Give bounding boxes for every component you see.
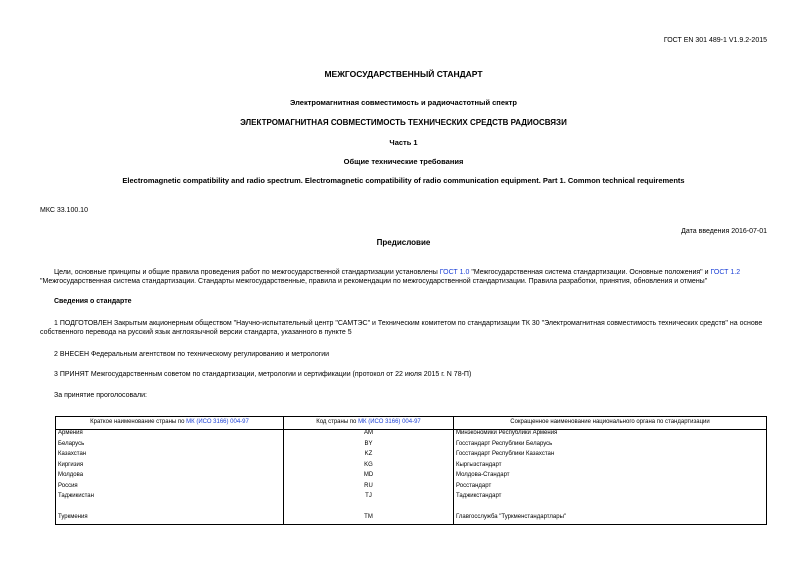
part-number: Часть 1 <box>389 138 418 147</box>
mk-iso-link[interactable]: МК (ИСО 3166) 004-97 <box>358 419 421 426</box>
code-cell: KG <box>284 462 454 473</box>
table-row <box>56 441 767 452</box>
body-cell: Росстандарт <box>454 483 767 494</box>
mk-iso-link[interactable]: МК (ИСО 3166) 004-97 <box>186 419 249 426</box>
table-header-row <box>56 417 767 430</box>
gost-1-2-link[interactable]: ГОСТ 1.2 <box>710 269 741 276</box>
code-cell: RU <box>284 483 454 494</box>
preface-text-3: "Межгосударственная система стандартизации. Стандарты межгосударственные, правила и рекомендации по межгосударственной стандартизации. Правила разработки, принятия, обновления и отмены" <box>40 277 708 285</box>
standard-info-heading: Сведения о стандарте <box>54 298 132 305</box>
body-cell: Молдова-Стандарт <box>454 472 767 483</box>
country-cell: Беларусь <box>56 441 284 452</box>
body-cell: Таджикстандарт <box>454 493 767 504</box>
code-cell: KZ <box>284 451 454 462</box>
document-id: ГОСТ EN 301 489-1 V1.9.2-2015 <box>663 37 767 44</box>
country-cell: Армения <box>56 430 284 441</box>
voting-countries-table <box>55 416 767 525</box>
header-country: Краткое наименование страны по МК (ИСО 3166) 004-97 <box>56 417 284 430</box>
code-cell: TM <box>284 514 454 525</box>
table-row <box>56 451 767 462</box>
intro-date: Дата введения 2016-07-01 <box>681 228 767 235</box>
table-row <box>56 483 767 494</box>
table-row <box>56 430 767 441</box>
body-cell: Госстандарт Республики Беларусь <box>454 441 767 452</box>
table-spacer-row <box>56 504 767 514</box>
standard-subject: Электромагнитная совместимость и радиочастотный спектр <box>289 98 518 107</box>
code-cell: AM <box>284 430 454 441</box>
code-cell: BY <box>284 441 454 452</box>
standard-name: ЭЛЕКТРОМАГНИТНАЯ СОВМЕСТИМОСТЬ ТЕХНИЧЕСКИХ СРЕДСТВ РАДИОСВЯЗИ <box>240 118 567 127</box>
country-cell: Россия <box>56 483 284 494</box>
preface-text-2: "Межгосударственная система стандартизации. Основные положения" и <box>469 269 711 276</box>
item-prepared: 1 ПОДГОТОВЛЕН Закрытым акционерным обществом "Научно-испытательный центр "САМТЭС" и Техническим комитетом по стандартизации ТК 30 "Электромагнитная совместимость технических средств" на основе собственного перевода на русский язык англоязычной версии стандарта, указанного в пункте 5 <box>40 320 763 336</box>
body-cell: Госстандарт Республики Казахстан <box>454 451 767 462</box>
table-row <box>56 493 767 504</box>
item-adopted: 3 ПРИНЯТ Межгосударственным советом по стандартизации, метрологии и сертификации (протокол от 22 июля 2015 г. N 78-П) <box>54 371 472 378</box>
preface-text-1: Цели, основные принципы и общие правила проведения работ по межгосударственной стандартизации установлены <box>54 269 440 276</box>
item-introduced: 2 ВНЕСЕН Федеральным агентством по техническому регулированию и метрологии <box>54 351 330 358</box>
standard-type-heading: МЕЖГОСУДАРСТВЕННЫЙ СТАНДАРТ <box>324 69 483 79</box>
gost-1-0-link[interactable]: ГОСТ 1.0 <box>439 269 470 276</box>
code-cell: MD <box>284 472 454 483</box>
body-cell: Главгосслужба "Туркменстандартлары" <box>454 514 767 525</box>
preface-paragraph <box>40 269 770 287</box>
mks-code: МКС 33.100.10 <box>40 207 88 214</box>
header-code: Код страны по МК (ИСО 3166) 004-97 <box>284 417 454 430</box>
country-cell: Туркмения <box>56 514 284 525</box>
english-title: Electromagnetic compatibility and radio spectrum. Electromagnetic compatibility of radio communication equipment. Part 1. Common technical requirements <box>122 176 685 185</box>
code-cell: TJ <box>284 493 454 504</box>
table-row <box>56 472 767 483</box>
body-cell: Кыргызстандарт <box>454 462 767 473</box>
country-cell: Киргизия <box>56 462 284 473</box>
country-cell: Казахстан <box>56 451 284 462</box>
part-name: Общие технические требования <box>343 157 464 166</box>
country-cell: Молдова <box>56 472 284 483</box>
header-body: Сокращенное наименование национального органа по стандартизации <box>454 417 767 430</box>
preface-heading: Предисловие <box>376 238 431 247</box>
table-row <box>56 514 767 525</box>
body-cell: Минэкономики Республики Армения <box>454 430 767 441</box>
voted-label: За принятие проголосовали: <box>54 392 147 399</box>
table-row <box>56 462 767 473</box>
country-cell: Таджикистан <box>56 493 284 504</box>
